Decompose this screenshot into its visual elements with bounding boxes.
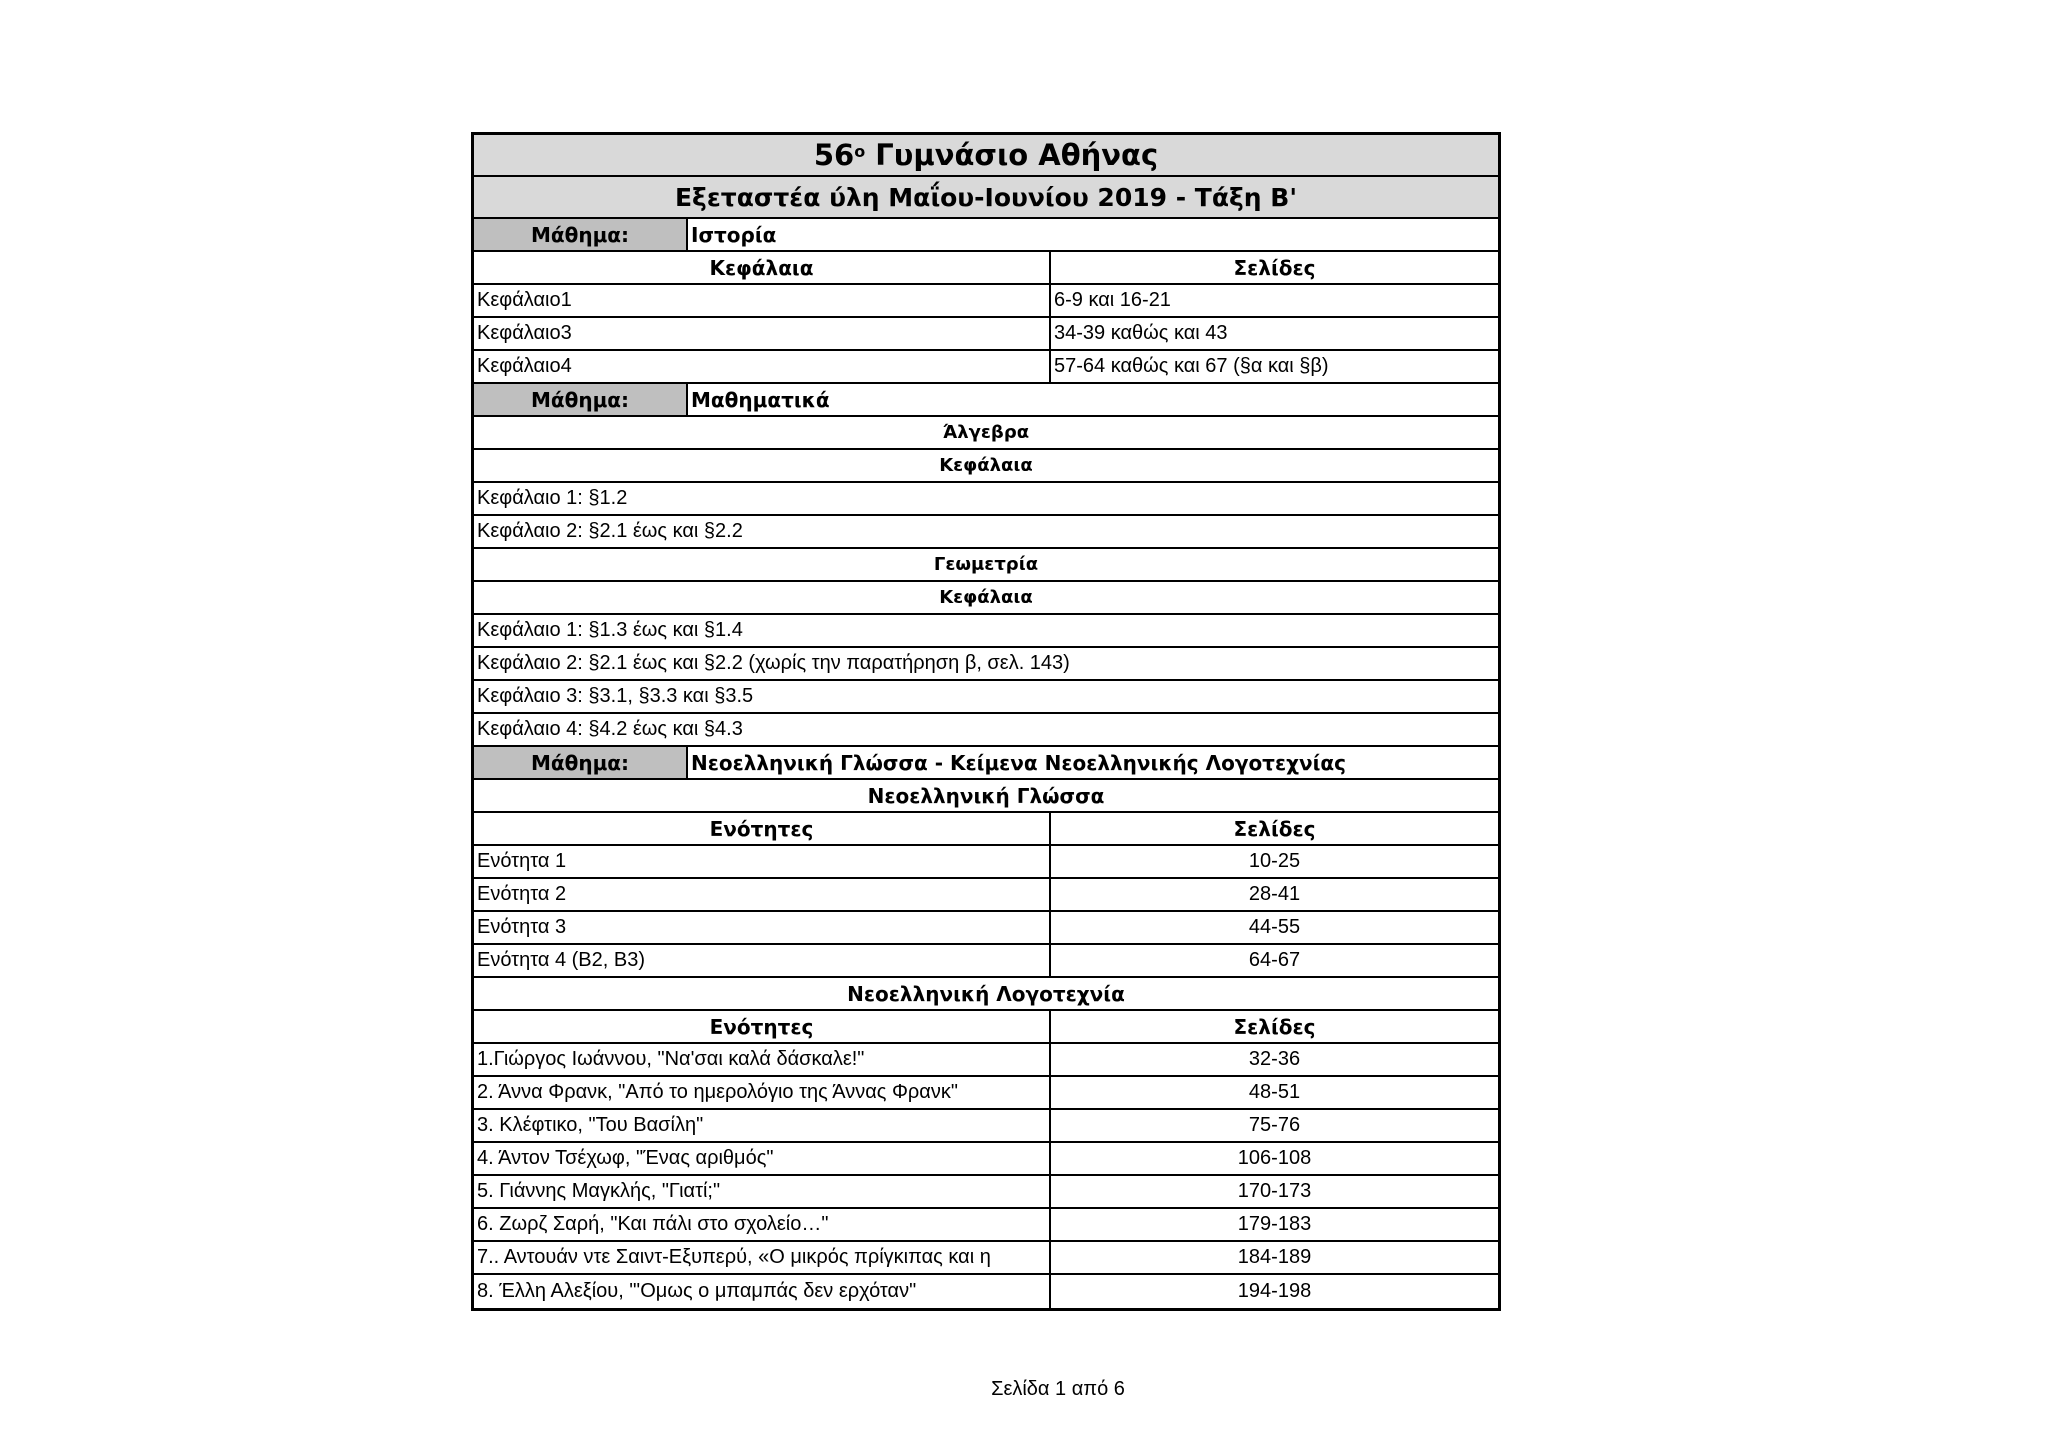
history-pages: 34-39 καθώς και 43 (1054, 322, 1228, 344)
list-item (474, 516, 1498, 549)
language-unit: Ενότητα 1 (474, 846, 1051, 877)
history-pages: 6-9 και 16-21 (1054, 289, 1171, 311)
literature-pages: 75-76 (1248, 1114, 1301, 1136)
table-row (474, 1077, 1498, 1110)
language-title: Νεοελληνική Γλώσσα (867, 783, 1105, 808)
table-row (474, 318, 1498, 351)
subtitle-row (474, 177, 1498, 219)
subject-row-greek (474, 747, 1498, 780)
geometry-chapters-row (474, 582, 1498, 615)
table-row (474, 1209, 1498, 1242)
school-name: Γυμνάσιο Αθήνας (875, 138, 1159, 172)
language-unit: Ενότητα 3 (474, 912, 1051, 943)
subject-name-history: Ιστορία (691, 222, 777, 247)
geometry-title-row (474, 549, 1498, 582)
page-number-footer: Σελίδα 1 από 6 (991, 1378, 1125, 1400)
literature-unit: 6. Ζωρζ Σαρή, "Και πάλι στο σχολείο…" (474, 1209, 1051, 1240)
literature-unit: 4. Άντον Τσέχωφ, "Ένας αριθμός" (474, 1143, 1051, 1174)
geometry-chapter: Κεφάλαιο 3: §3.1, §3.3 και §3.5 (477, 685, 754, 707)
table-row (474, 285, 1498, 318)
table-row (474, 846, 1498, 879)
history-col-chapters: Κεφάλαια (474, 252, 1051, 283)
algebra-chapters-label: Κεφάλαια (939, 455, 1033, 476)
literature-pages: 184-189 (1237, 1246, 1312, 1268)
table-row (474, 1110, 1498, 1143)
literature-pages: 48-51 (1248, 1081, 1301, 1103)
history-header-row (474, 252, 1498, 285)
history-chapter: Κεφάλαιο1 (474, 285, 1051, 316)
language-col-units: Ενότητες (474, 813, 1051, 844)
table-row (474, 1242, 1498, 1275)
literature-unit: 8. Έλλη Αλεξίου, "'Ομως ο μπαμπάς δεν ερχόταν" (474, 1275, 1051, 1308)
language-unit: Ενότητα 2 (474, 879, 1051, 910)
language-col-pages: Σελίδες (1233, 816, 1316, 841)
subject-row-history (474, 219, 1498, 252)
list-item (474, 648, 1498, 681)
geometry-title: Γεωμετρία (933, 554, 1039, 575)
table-row (474, 1176, 1498, 1209)
literature-pages: 179-183 (1237, 1213, 1312, 1235)
literature-pages: 170-173 (1237, 1180, 1312, 1202)
table-row (474, 351, 1498, 384)
literature-pages: 106-108 (1237, 1147, 1312, 1169)
literature-col-pages: Σελίδες (1233, 1014, 1316, 1039)
list-item (474, 681, 1498, 714)
language-pages: 64-67 (1248, 949, 1301, 971)
list-item (474, 714, 1498, 747)
list-item (474, 615, 1498, 648)
language-title-row (474, 780, 1498, 813)
geometry-chapter: Κεφάλαιο 1: §1.3 έως και §1.4 (477, 619, 743, 641)
school-title-row (474, 135, 1498, 177)
history-chapter: Κεφάλαιο3 (474, 318, 1051, 349)
history-col-pages: Σελίδες (1233, 255, 1316, 280)
history-chapter: Κεφάλαιο4 (474, 351, 1051, 382)
school-title (474, 135, 1498, 175)
literature-pages: 32-36 (1248, 1048, 1301, 1070)
literature-header-row (474, 1011, 1498, 1044)
table-row (474, 945, 1498, 978)
subject-name-math: Μαθηματικά (691, 387, 830, 412)
subject-label: Μάθημα: (474, 219, 688, 250)
subject-label: Μάθημα: (474, 747, 688, 778)
table-row (474, 879, 1498, 912)
language-pages: 10-25 (1248, 850, 1301, 872)
literature-unit: 1.Γιώργος Ιωάννου, "Να'σαι καλά δάσκαλε!" (474, 1044, 1051, 1075)
table-row (474, 1275, 1498, 1308)
school-number: 56 (813, 138, 855, 172)
subject-name-greek: Νεοελληνική Γλώσσα - Κείμενα Νεοελληνικής Λογοτεχνίας (691, 750, 1346, 775)
geometry-chapter: Κεφάλαιο 4: §4.2 έως και §4.3 (477, 718, 743, 740)
subject-row-math (474, 384, 1498, 417)
table-row (474, 1044, 1498, 1077)
table-row (474, 1143, 1498, 1176)
exam-subtitle: Εξεταστέα ύλη Μαΐου-Ιουνίου 2019 - Τάξη Β' (674, 182, 1297, 212)
language-pages: 44-55 (1248, 916, 1301, 938)
subject-label: Μάθημα: (474, 384, 688, 415)
school-number-suffix: ο (854, 141, 866, 161)
language-unit: Ενότητα 4 (Β2, Β3) (474, 945, 1051, 976)
algebra-title: Άλγεβρα (942, 422, 1030, 443)
geometry-chapters-label: Κεφάλαια (939, 587, 1033, 608)
list-item (474, 483, 1498, 516)
literature-unit: 7.. Αντουάν ντε Σαιντ-Εξυπερύ, «Ο μικρός πρίγκιπας και η (474, 1242, 1051, 1273)
literature-pages: 194-198 (1237, 1280, 1312, 1302)
literature-unit: 5. Γιάννης Μαγκλής, "Γιατί;" (474, 1176, 1051, 1207)
exam-syllabus-table (471, 132, 1501, 1311)
language-pages: 28-41 (1248, 883, 1301, 905)
history-pages: 57-64 καθώς και 67 (§α και §β) (1054, 355, 1329, 377)
literature-col-units: Ενότητες (474, 1011, 1051, 1042)
algebra-chapter: Κεφάλαιο 1: §1.2 (477, 487, 628, 509)
geometry-chapter: Κεφάλαιο 2: §2.1 έως και §2.2 (χωρίς την παρατήρηση β, σελ. 143) (477, 652, 1070, 674)
algebra-chapters-row (474, 450, 1498, 483)
literature-unit: 3. Κλέφτικο, "Του Βασίλη" (474, 1110, 1051, 1141)
table-row (474, 912, 1498, 945)
language-header-row (474, 813, 1498, 846)
literature-unit: 2. Άννα Φρανκ, "Από το ημερολόγιο της Άννας Φρανκ" (474, 1077, 1051, 1108)
algebra-chapter: Κεφάλαιο 2: §2.1 έως και §2.2 (477, 520, 743, 542)
algebra-title-row (474, 417, 1498, 450)
literature-title: Νεοελληνική Λογοτεχνία (847, 981, 1125, 1006)
literature-title-row (474, 978, 1498, 1011)
